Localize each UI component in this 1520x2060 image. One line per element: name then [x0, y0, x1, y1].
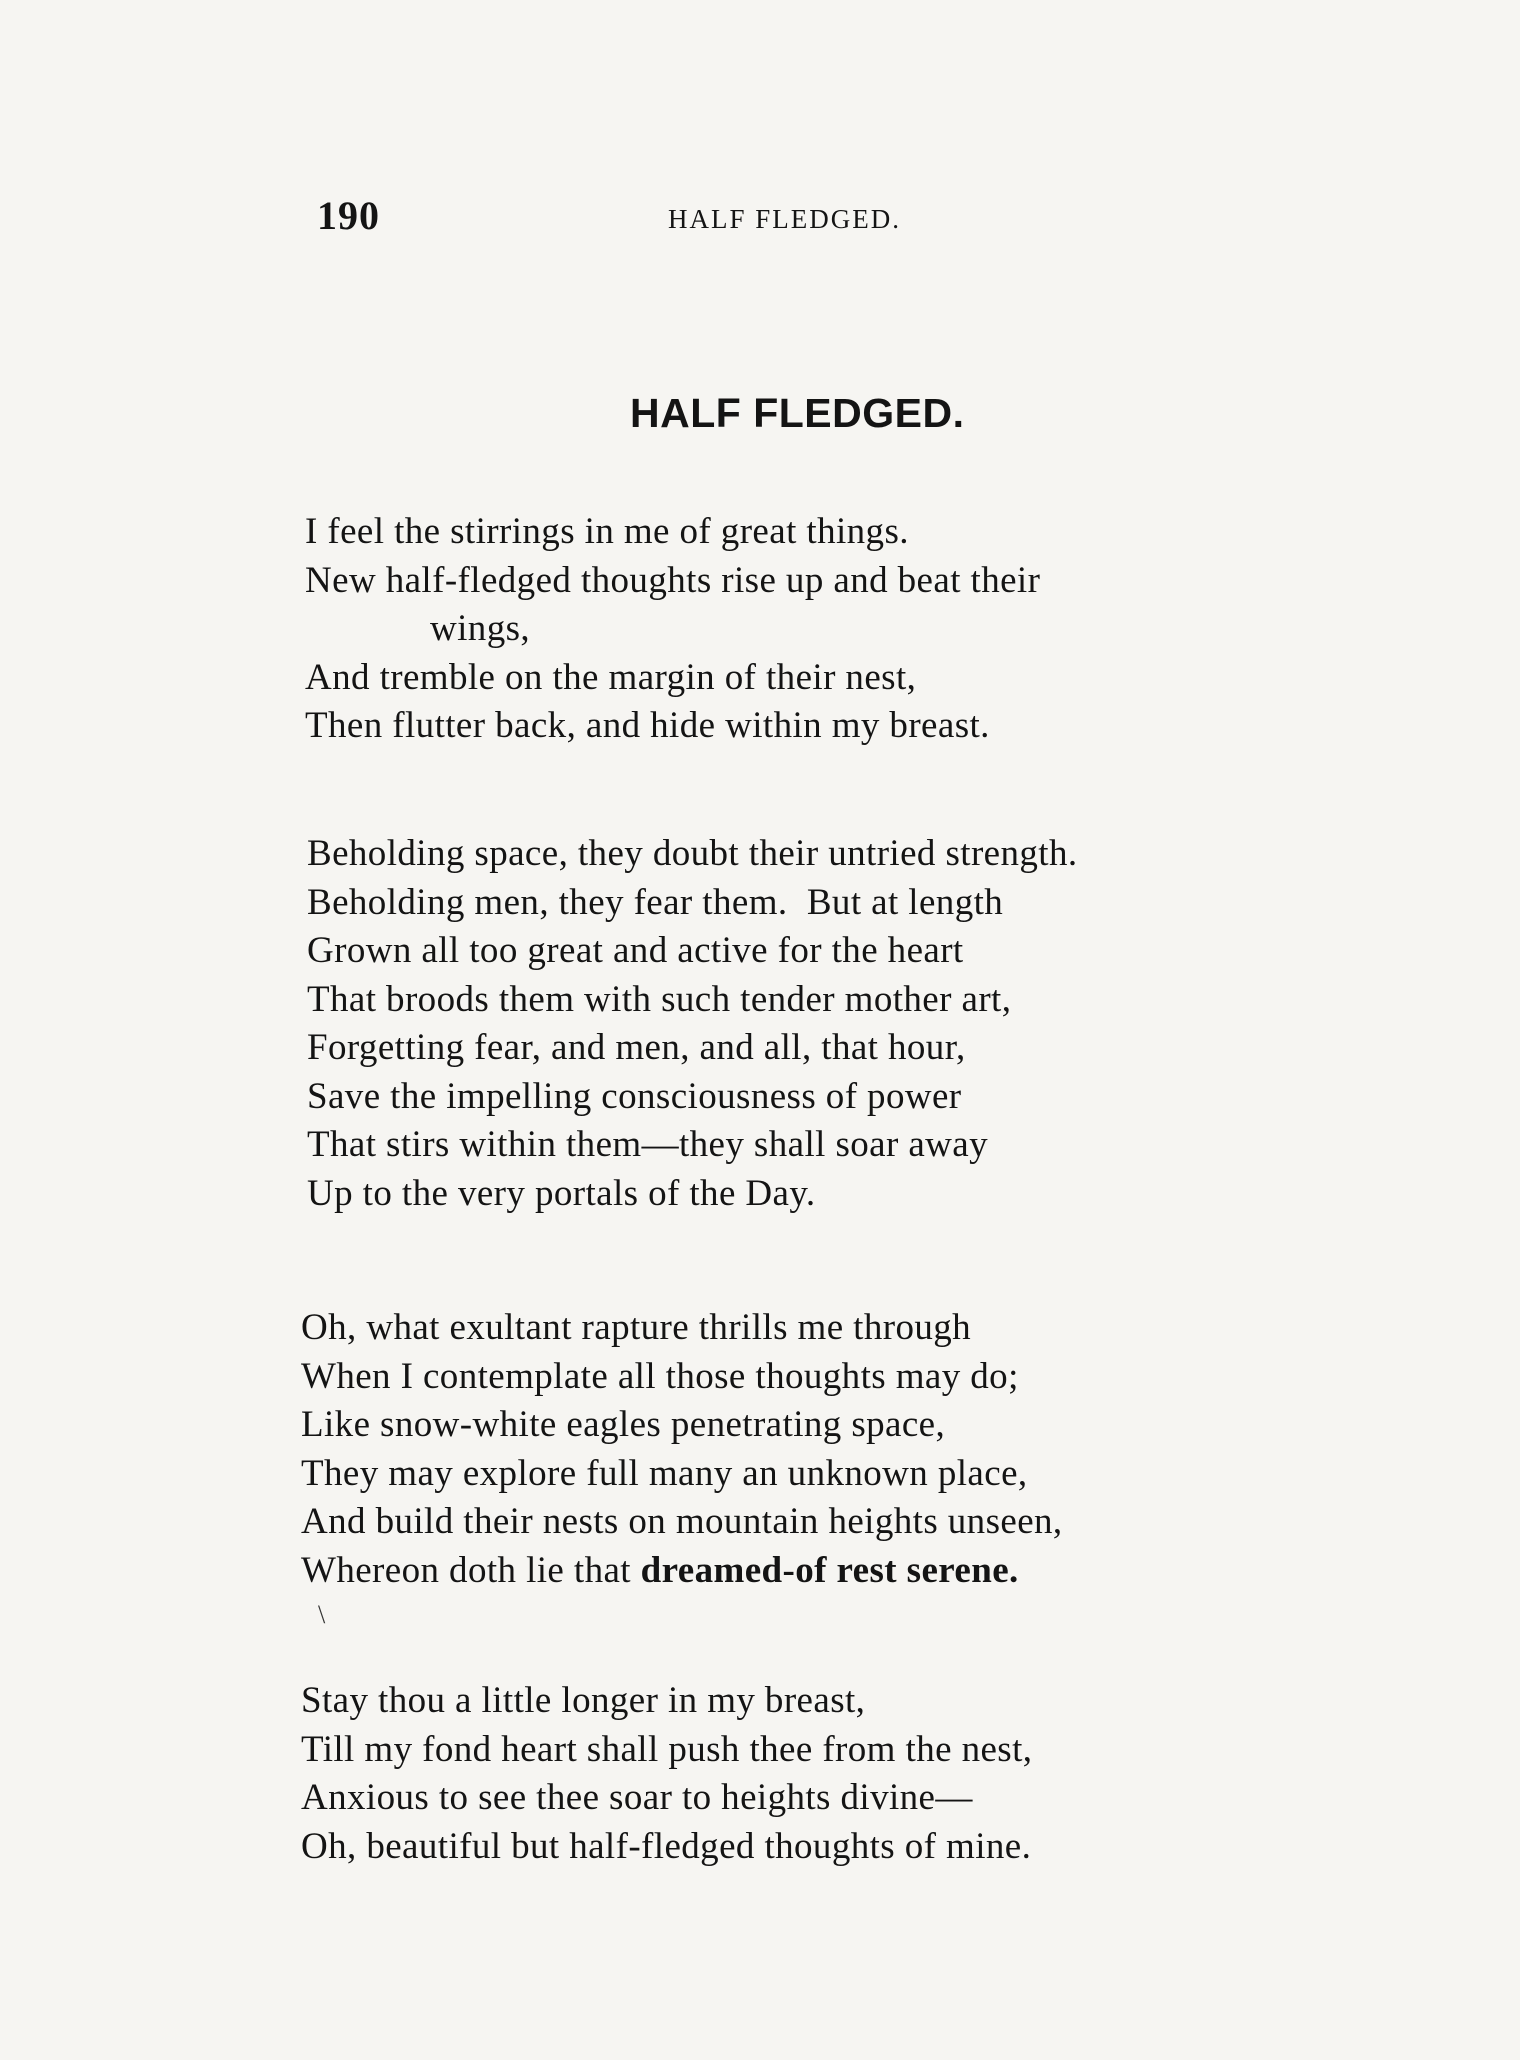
poem-line: That broods them with such tender mother art,: [307, 978, 1012, 1020]
poem-line: That stirs within them—they shall soar away: [307, 1124, 989, 1165]
poem-line: And tremble on the margin of their nest,: [305, 656, 917, 698]
poem-line: Save the impelling consciousness of power: [307, 1075, 962, 1117]
poem-line: Stay thou a little longer in my breast,: [301, 1680, 866, 1721]
running-head: HALF FLEDGED.: [668, 204, 901, 234]
poem-line: I feel the stirrings in me of great things.: [305, 511, 909, 552]
poem-line: Anxious to see thee soar to heights divine—: [301, 1777, 973, 1818]
stanza-4: [301, 1677, 1032, 1871]
poem-line-continuation: wings,: [430, 608, 531, 649]
poem-line-text: Whereon doth lie that: [301, 1549, 641, 1591]
poem-line: Grown all too great and active for the heart: [307, 930, 964, 971]
poem-line: Oh, what exultant rapture thrills me through: [301, 1307, 972, 1348]
poem-line: And build their nests on mountain heights unseen,: [301, 1501, 1063, 1542]
stanza-1: [305, 508, 1040, 751]
poem-line: Then flutter back, and hide within my breast.: [305, 705, 990, 746]
poem-line: When I contemplate all those thoughts may do;: [301, 1355, 1019, 1397]
poem-line: New half-fledged thoughts rise up and beat their: [305, 559, 1041, 601]
stray-ink-mark: \: [318, 1600, 326, 1629]
poem-line: Oh, beautiful but half-fledged thoughts of mine.: [301, 1825, 1032, 1867]
stanza-3: [301, 1304, 1063, 1595]
poem-title: HALF FLEDGED.: [630, 390, 965, 436]
poem-line: They may explore full many an unknown place,: [301, 1452, 1028, 1494]
page-number: 190: [317, 193, 380, 238]
poem-line-heavy-text: dreamed-of rest serene.: [640, 1549, 1019, 1591]
poem-line: Like snow-white eagles penetrating space,: [301, 1404, 946, 1445]
poem-line: Forgetting fear, and men, and all, that hour,: [307, 1027, 966, 1068]
poem-line: Up to the very portals of the Day.: [307, 1172, 816, 1214]
stanza-2: [307, 830, 1078, 1218]
poem-line: Till my fond heart shall push thee from the nest,: [301, 1728, 1033, 1770]
poem-line: Beholding men, they fear them. But at length: [307, 881, 1004, 923]
poem-line: [301, 1547, 1063, 1596]
poem-line: Beholding space, they doubt their untried strength.: [307, 833, 1078, 874]
